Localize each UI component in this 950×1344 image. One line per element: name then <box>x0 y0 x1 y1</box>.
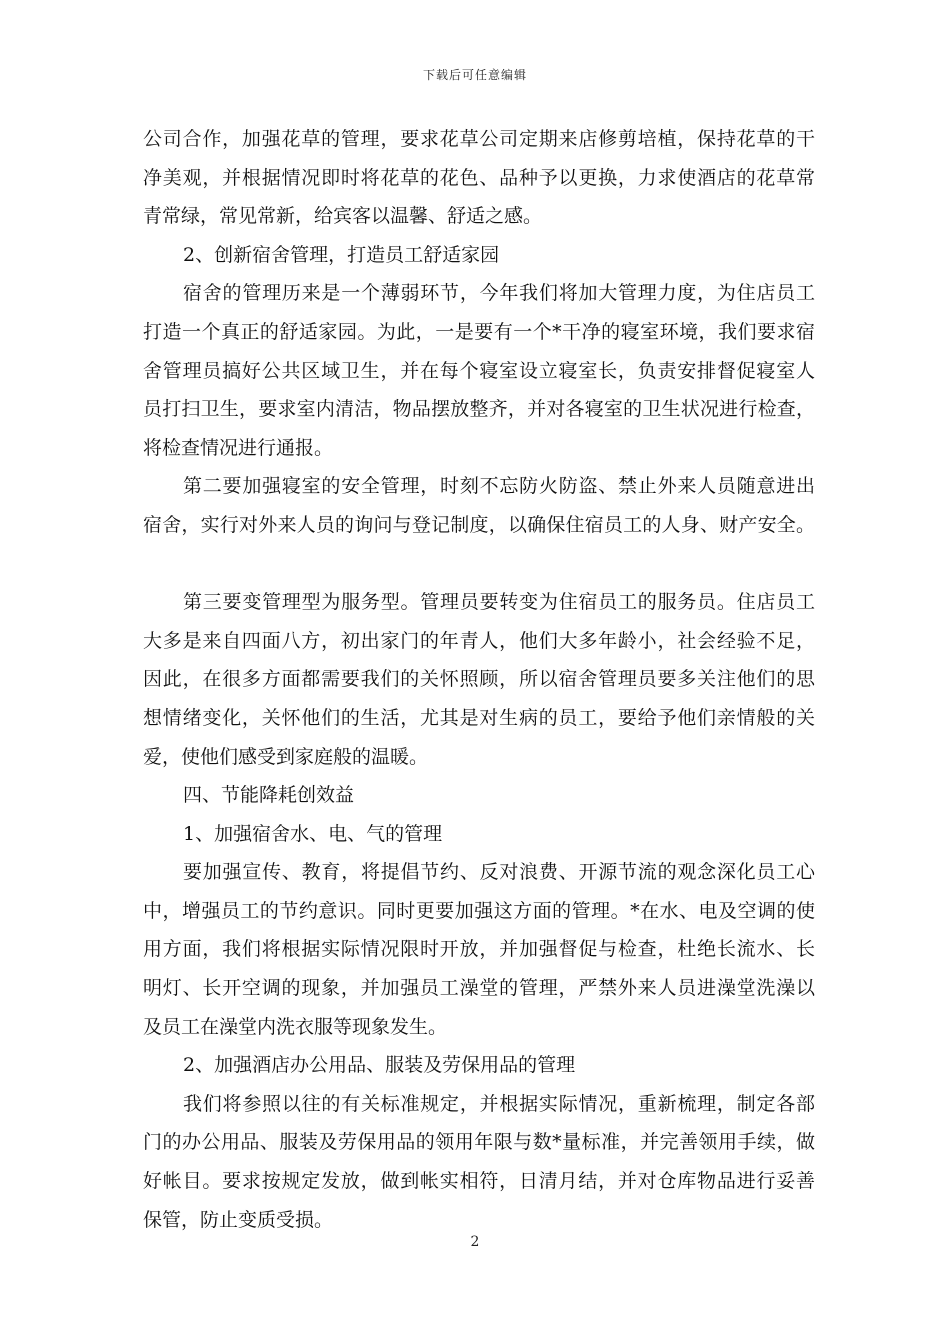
paragraph-line: 大多是来自四面八方，初出家门的年青人，他们大多年龄小，社会经验不足， <box>143 629 815 652</box>
paragraph-line: 明灯、长开空调的现象，并加强员工澡堂的管理，严禁外来人员进澡堂洗澡以 <box>143 977 815 1000</box>
paragraph-line: 公司合作，加强花草的管理，要求花草公司定期来店修剪培植，保持花草的干 <box>143 128 815 150</box>
paragraph-line: 因此，在很多方面都需要我们的关怀照顾，所以宿舍管理员要多关注他们的思 <box>143 668 815 691</box>
heading-line: 四、节能降耗创效益 <box>183 784 355 807</box>
section-heading <box>143 815 815 854</box>
heading-line: 1、加强宿舍水、电、气的管理 <box>183 822 443 845</box>
paragraph-line: 中，增强员工的节约意识。同时更要加强这方面的管理。*在水、电及空调的使 <box>143 899 815 922</box>
paragraph-line: 爱，使他们感受到家庭般的温暖。 <box>143 745 429 768</box>
paragraph <box>143 120 815 236</box>
paragraph-line: 青常绿，常见常新，给宾客以温馨、舒适之感。 <box>143 205 543 228</box>
paragraph-line: 我们将参照以往的有关标准规定，并根据实际情况，重新梳理，制定各部 <box>183 1092 815 1115</box>
page-header: 下载后可任意编辑 <box>422 68 527 82</box>
section-heading <box>143 776 815 815</box>
paragraph <box>143 467 815 544</box>
paragraph <box>143 853 815 1046</box>
page-number: 2 <box>470 1234 480 1250</box>
paragraph-line: 宿舍的管理历来是一个薄弱环节，今年我们将加大管理力度，为住店员工 <box>183 282 815 305</box>
paragraph-line: 及员工在澡堂内洗衣服等现象发生。 <box>143 1015 448 1038</box>
section-heading <box>143 236 815 275</box>
paragraph-line: 用方面，我们将根据实际情况限时开放，并加强督促与检查，杜绝长流水、长 <box>143 938 815 961</box>
paragraph-line: 第三要变管理型为服务型。管理员要转变为住宿员工的服务员。住店员工 <box>183 591 815 614</box>
blank-line <box>143 545 815 584</box>
paragraph-line: 打造一个真正的舒适家园。为此，一是要有一个*干净的寝室环境，我们要求宿 <box>143 320 815 343</box>
paragraph-line: 好帐目。要求按规定发放，做到帐实相符，日清月结，并对仓库物品进行妥善 <box>143 1170 815 1193</box>
paragraph-line: 将检查情况进行通报。 <box>143 436 334 459</box>
paragraph <box>143 1085 815 1239</box>
paragraph <box>143 583 815 776</box>
paragraph-line: 宿舍，实行对外来人员的询问与登记制度，以确保住宿员工的人身、财产安全。 <box>143 513 815 536</box>
paragraph-line: 想情绪变化，关怀他们的生活，尤其是对生病的员工，要给予他们亲情般的关 <box>143 706 815 729</box>
paragraph <box>143 274 815 467</box>
section-heading <box>143 1046 815 1085</box>
heading-line: 2、创新宿舍管理，打造员工舒适家园 <box>183 243 500 266</box>
heading-line: 2、加强酒店办公用品、服装及劳保用品的管理 <box>183 1054 576 1077</box>
paragraph-line: 员打扫卫生，要求室内清洁，物品摆放整齐，并对各寝室的卫生状况进行检查， <box>143 398 815 421</box>
paragraph-line: 门的办公用品、服装及劳保用品的领用年限与数*量标准，并完善领用手续，做 <box>143 1131 815 1154</box>
paragraph-line: 保管，防止变质受损。 <box>143 1208 334 1231</box>
paragraph-line: 净美观，并根据情况即时将花草的花色、品种予以更换，力求使酒店的花草常 <box>143 166 815 189</box>
paragraph-line: 舍管理员搞好公共区域卫生，并在每个寝室设立寝室长，负责安排督促寝室人 <box>143 359 815 382</box>
paragraph-line: 要加强宣传、教育，将提倡节约、反对浪费、开源节流的观念深化员工心 <box>183 861 815 884</box>
paragraph-line: 第二要加强寝室的安全管理，时刻不忘防火防盗、禁止外来人员随意进出 <box>183 475 815 498</box>
document-body <box>143 120 815 1239</box>
